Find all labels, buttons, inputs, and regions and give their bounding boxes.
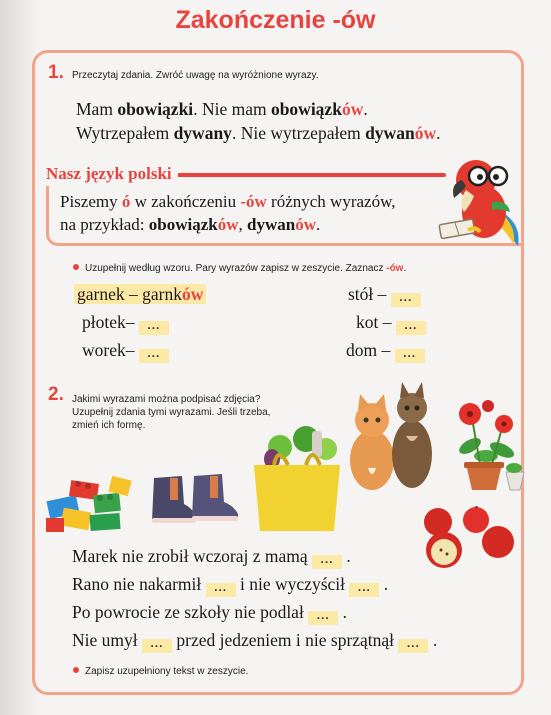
task2-sentence-2: Rano nie nakarmił ... i nie wyczyścił ... .	[72, 574, 388, 597]
page-title: Zakończenie -ów	[175, 6, 376, 34]
task1-line2: Wytrzepałem dywany. Nie wytrzepałem dywanów.	[76, 123, 441, 143]
bullet-dot-icon	[73, 667, 79, 673]
exercise-item-worek: worek– ...	[82, 340, 169, 363]
exercise-item-plotek: płotek– ...	[82, 312, 169, 335]
task2-sentence-4: Nie umył ... przed jedzeniem i nie sprzątnął ... .	[72, 630, 437, 653]
task2-footer: Zapisz uzupełniony tekst w zeszycie.	[73, 666, 248, 677]
rule-text	[60, 190, 396, 236]
answer-blank[interactable]: ...	[139, 321, 169, 335]
shopping-bag-icon	[248, 425, 346, 535]
task1-instruction: Przeczytaj zdania. Zwróć uwagę na wyróżnione wyrazy.	[72, 70, 319, 81]
answer-blank[interactable]: ...	[139, 349, 169, 363]
cats-icon	[346, 380, 440, 496]
answer-blank[interactable]: ...	[206, 583, 236, 597]
answer-blank[interactable]: ...	[312, 555, 342, 569]
boots-icon	[148, 470, 242, 526]
rule-heading-bar	[46, 164, 446, 184]
flowers-icon	[446, 398, 532, 494]
answer-blank[interactable]: ...	[142, 639, 172, 653]
answer-blank[interactable]: ...	[398, 639, 428, 653]
task2-number: 2.	[48, 384, 64, 405]
task2-sentence-3: Po powrocie ze szkoły nie podlał ... .	[72, 602, 347, 625]
parrot-mascot-icon	[436, 150, 524, 248]
rule-heading: Nasz język polski	[46, 164, 178, 184]
task-frame	[32, 50, 524, 695]
answer-blank[interactable]: ...	[395, 349, 425, 363]
answer-blank[interactable]: ...	[308, 611, 338, 625]
answer-blank[interactable]: ...	[396, 321, 426, 335]
exercise-instruction: Uzupełnij według wzoru. Pary wyrazów zapisz w zeszycie. Zaznacz -ów.	[73, 263, 406, 274]
answer-blank[interactable]: ...	[391, 293, 421, 307]
exercise-example	[74, 284, 206, 305]
rule-line1: Piszemy ó w zakończeniu -ów różnych wyrazów,	[60, 192, 396, 211]
example-highlight: garnek – garnków	[74, 284, 206, 304]
apples-icon	[414, 506, 518, 570]
bullet-dot-icon	[73, 264, 79, 270]
exercise-item-stol: stół – ...	[348, 284, 421, 307]
task2-sentence-1: Marek nie zrobił wczoraj z mamą ... .	[72, 546, 351, 569]
answer-blank[interactable]: ...	[349, 583, 379, 597]
task1-line1: Mam obowiązki. Nie mam obowiązków.	[76, 99, 368, 119]
exercise-item-dom: dom – ...	[346, 340, 425, 363]
task2-instruction: Jakimi wyrazami można podpisać zdjęcia? Uzupełnij zdania tymi wyrazami. Jeśli trzeba, zmień ich formę.	[72, 394, 271, 431]
toy-blocks-icon	[40, 468, 138, 540]
rule-line2: na przykład: obowiązków, dywanów.	[60, 215, 321, 234]
exercise-item-kot: kot – ...	[356, 312, 426, 335]
task1-number: 1.	[48, 62, 64, 83]
